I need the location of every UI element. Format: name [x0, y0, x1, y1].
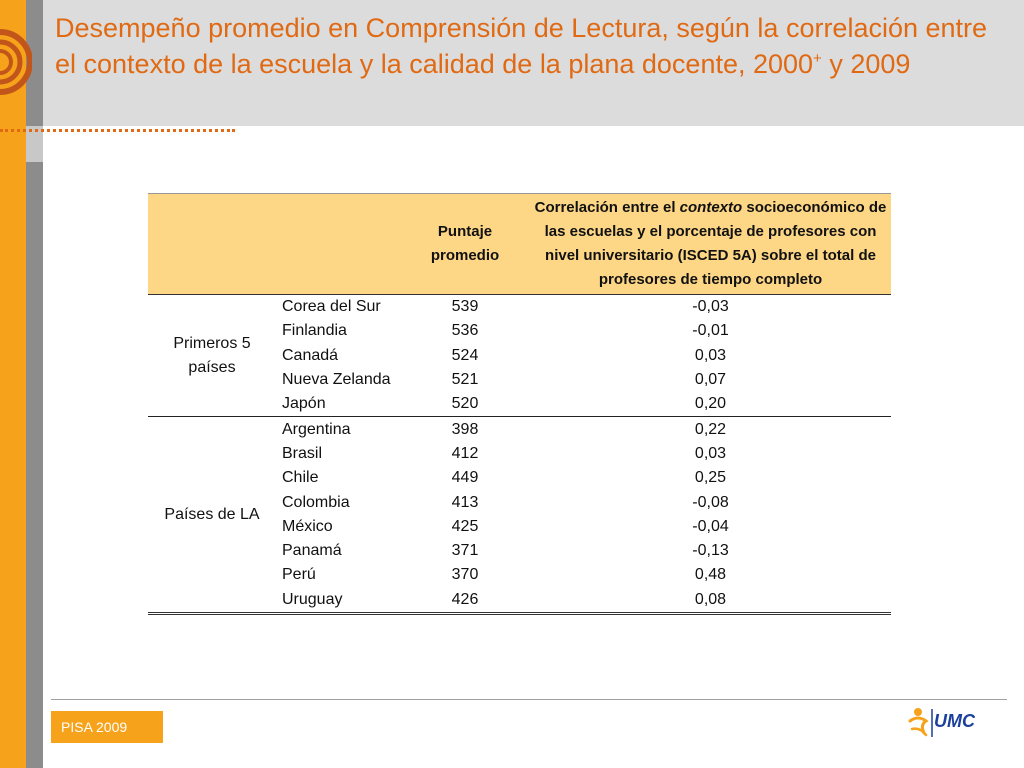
- table-row: [148, 417, 891, 442]
- country-cell: Japón: [282, 395, 326, 413]
- score-cell: 521: [451, 371, 479, 389]
- header-correlation-italic: contexto: [679, 199, 743, 216]
- correlation-cell: -0,08: [692, 493, 729, 511]
- correlation-cell: -0,04: [692, 517, 729, 535]
- header-country: [276, 194, 400, 295]
- country-cell: Argentina: [276, 417, 400, 442]
- score-cell: 536: [451, 322, 479, 340]
- umc-logo-text: UMC: [934, 711, 975, 731]
- header-correlation-post: socioeconómico de las escuelas y el porcentaje de profesores con nivel universitario (ISCED 5A) sobre el total de profesores de tiempo completo: [544, 199, 887, 288]
- correlation-cell: 0,48: [694, 566, 727, 584]
- correlation-cell: -0,13: [692, 542, 729, 560]
- correlation-cell: 0,03: [694, 444, 727, 462]
- title-text: Desempeño promedio en Comprensión de Lectura, según la correlación entre el contexto de la escuela y la calidad de la plana docente, 2000: [55, 13, 988, 79]
- country-cell: Nueva Zelanda: [282, 371, 391, 389]
- country-cell: Brasil: [282, 444, 323, 462]
- score-cell: 413: [451, 493, 479, 511]
- table-row: [148, 295, 891, 320]
- country-cell: Perú: [282, 566, 316, 584]
- score-cell: 425: [451, 517, 479, 535]
- score-cell: 524: [451, 346, 479, 364]
- left-gray-bar: [26, 0, 43, 768]
- country-cell: Colombia: [282, 493, 350, 511]
- score-cell: 520: [451, 395, 479, 413]
- title-superscript: +: [813, 50, 822, 67]
- country-cell: Chile: [282, 469, 319, 487]
- correlation-cell: -0,03: [692, 298, 729, 316]
- score-cell: 370: [451, 566, 479, 584]
- correlation-cell: 0,25: [694, 469, 727, 487]
- title-text-end: y 2009: [821, 49, 911, 79]
- reading-performance-table: [148, 193, 891, 615]
- correlation-cell: 0,08: [694, 590, 727, 608]
- country-cell: México: [282, 517, 333, 535]
- score-cell: 426: [451, 590, 479, 608]
- score-cell: 371: [451, 542, 479, 560]
- concentric-circle-logo-icon: [0, 20, 32, 104]
- group-label: Primeros 5 países: [173, 334, 251, 376]
- correlation-cell: -0,01: [692, 322, 729, 340]
- header-group: [148, 194, 276, 295]
- score-cell: 398: [400, 417, 530, 442]
- left-orange-bar: [0, 0, 26, 768]
- header-correlation: [530, 194, 891, 295]
- correlation-cell: 0,03: [694, 346, 727, 364]
- country-cell: Corea del Sur: [282, 298, 381, 316]
- country-cell: Finlandia: [282, 322, 347, 340]
- country-cell: Canadá: [282, 346, 339, 364]
- slide-title: [55, 10, 995, 82]
- table-header-row: [148, 194, 891, 295]
- score-cell: 412: [451, 444, 479, 462]
- group-label: Países de LA: [148, 417, 276, 613]
- header-score: Puntaje promedio: [400, 194, 530, 295]
- header-correlation-pre: Correlación entre el: [534, 199, 680, 216]
- score-cell: 449: [451, 469, 479, 487]
- score-cell: 539: [451, 298, 479, 316]
- correlation-cell: 0,20: [694, 395, 727, 413]
- country-cell: Panamá: [282, 542, 342, 560]
- correlation-cell: 0,22: [530, 417, 891, 442]
- correlation-cell: 0,07: [694, 371, 727, 389]
- footer-divider: [51, 699, 1007, 700]
- pisa-footer-tag: PISA 2009: [51, 711, 163, 743]
- title-dotted-divider: [0, 125, 235, 132]
- country-cell: Uruguay: [282, 590, 343, 608]
